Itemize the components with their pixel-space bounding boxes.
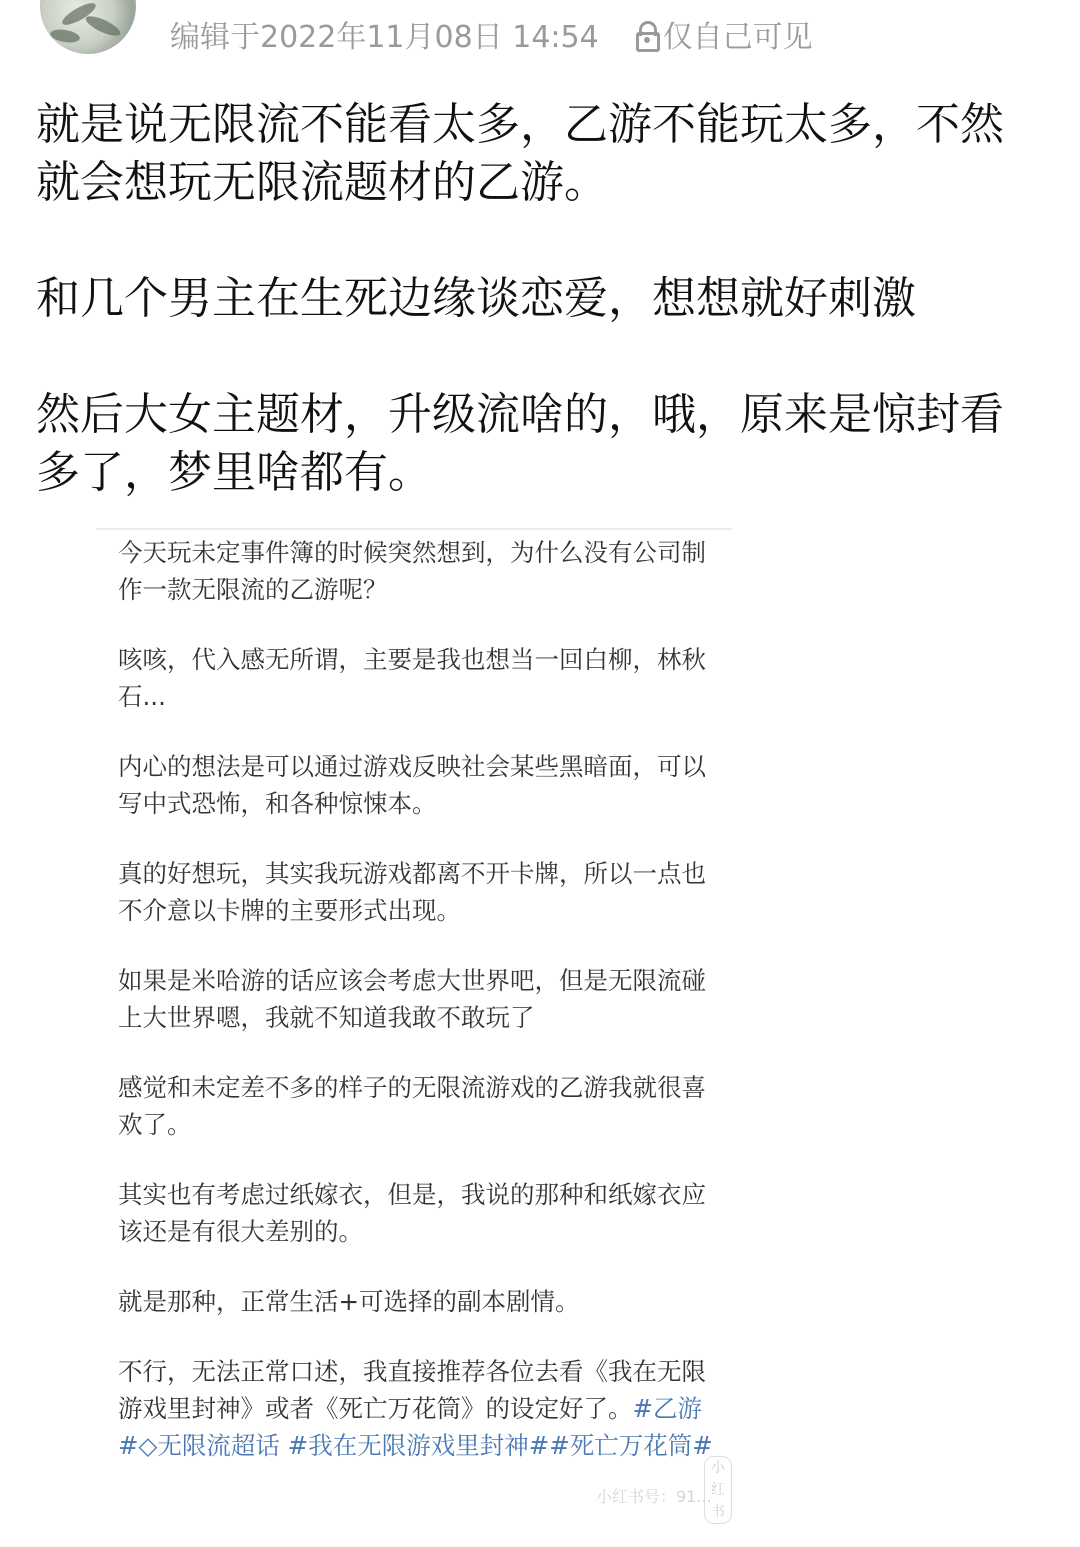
- embedded-paragraph-with-tags: [118, 1353, 718, 1464]
- diamond-icon: ◇: [138, 1431, 158, 1460]
- avatar-leaf-decoration: [83, 13, 123, 40]
- main-paragraph: 就是说无限流不能看太多，乙游不能玩太多，不然就会想玩无限流题材的乙游。: [36, 99, 1004, 208]
- embedded-paragraph: 内心的想法是可以通过游戏反映社会某些黑暗面，可以写中式恐怖，和各种惊悚本。: [118, 752, 706, 818]
- embedded-paragraph: 就是那种，正常生活+可选择的副本剧情。: [118, 1287, 580, 1316]
- watermark-logo: 小红书: [704, 1456, 732, 1524]
- edited-time: 编辑于2022年11月08日 14:54: [170, 20, 599, 55]
- embedded-top-divider: [96, 528, 732, 530]
- lock-icon: [635, 19, 659, 49]
- hashtag-link[interactable]: #乙游#: [118, 1394, 703, 1460]
- post-meta: [170, 12, 813, 56]
- avatar[interactable]: [40, 0, 136, 54]
- embedded-paragraph: 今天玩未定事件簿的时候突然想到，为什么没有公司制作一款无限流的乙游呢？: [118, 538, 706, 604]
- visibility-label: 仅自己可见: [662, 20, 813, 55]
- embedded-paragraph: 咳咳，代入感无所谓，主要是我也想当一回白柳，林秋石...: [118, 645, 706, 711]
- watermark-id: 小红书号：91...: [596, 1487, 712, 1506]
- embedded-post-body: [118, 534, 718, 1497]
- supertopic-link[interactable]: 无限流超话: [157, 1431, 280, 1460]
- embedded-paragraph: 感觉和未定差不多的样子的无限流游戏的乙游我就很喜欢了。: [118, 1073, 706, 1139]
- embedded-last-text: 不行，无法正常口述，我直接推荐各位去看《我在无限游戏里封神》或者《死亡万花筒》的设定好了。: [118, 1357, 706, 1423]
- hashtag-link[interactable]: #死亡万花筒#: [549, 1431, 713, 1460]
- embedded-paragraph: 如果是米哈游的话应该会考虑大世界吧，但是无限流碰上大世界嗯，我就不知道我敢不敢玩了: [118, 966, 706, 1032]
- hashtag-link[interactable]: #我在无限游戏里封神#: [287, 1431, 550, 1460]
- embedded-paragraph: 真的好想玩，其实我玩游戏都离不开卡牌，所以一点也不介意以卡牌的主要形式出现。: [118, 859, 706, 925]
- post-main-text: [36, 96, 1036, 560]
- embedded-post-image[interactable]: [96, 528, 732, 1528]
- main-paragraph: 然后大女主题材，升级流啥的，哦，原来是惊封看多了，梦里啥都有。: [36, 389, 1004, 498]
- main-paragraph: 和几个男主在生死边缘谈恋爱，想想就好刺激: [36, 273, 916, 324]
- avatar-leaf-decoration: [49, 27, 81, 44]
- embedded-paragraph: 其实也有考虑过纸嫁衣，但是，我说的那种和纸嫁衣应该还是有很大差别的。: [118, 1180, 706, 1246]
